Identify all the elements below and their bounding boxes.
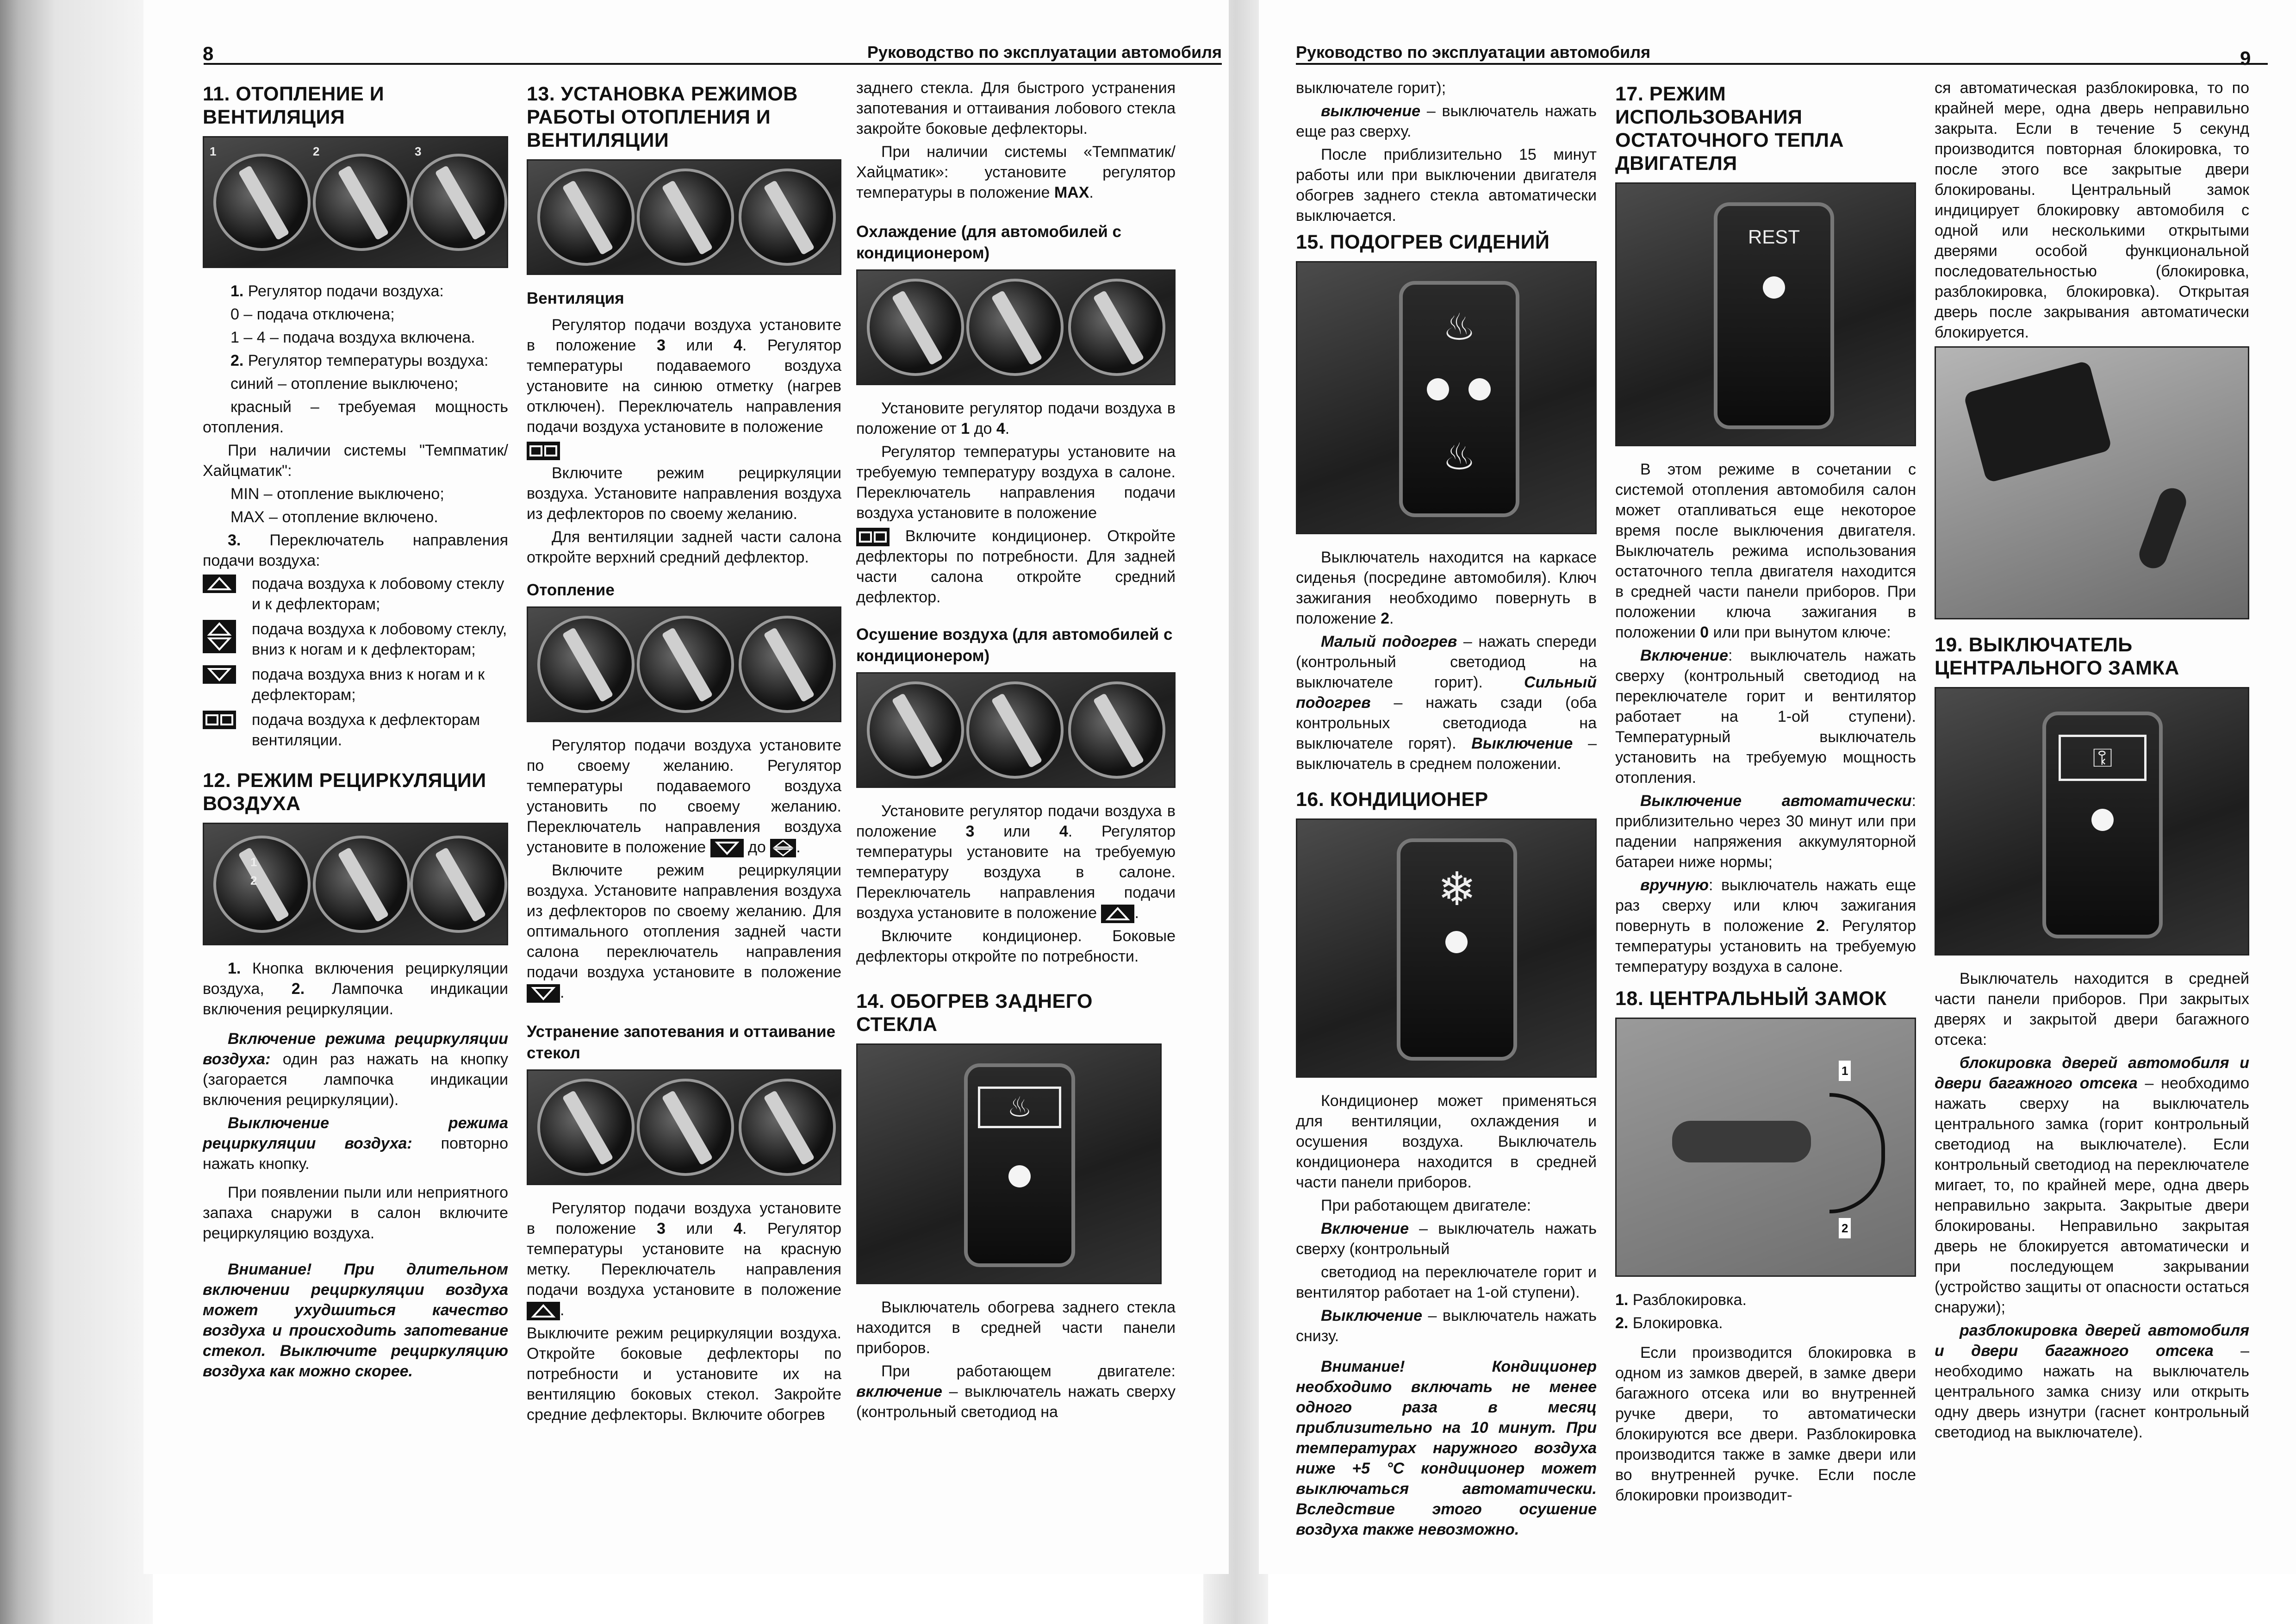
emphasis-label: включение bbox=[856, 1383, 942, 1401]
value: 3 bbox=[656, 1220, 666, 1238]
paragraph: повторно нажать кнопку. bbox=[203, 1135, 508, 1173]
paragraph: Выключатель находится в средней части панели приборов. При закрытых дверях и закрытой двери багажного отсека: bbox=[1935, 970, 2249, 1049]
paragraph: . Регулятор температуры подаваемого воздуха установите на синюю отметку (нагрев отключен). Переключатель направления подачи воздуха установите в положение bbox=[527, 337, 842, 436]
value: 3 bbox=[965, 823, 975, 841]
paragraph: При наличии системы «Темпматик/ Хайцматик»: установите регулятор температуры в положение bbox=[856, 143, 1176, 201]
paragraph: В этом режиме в сочетании с системой отопления автомобиля салон может отапливаться еще некоторое время после выключения двигателя. Выключатель режима использования остаточного тепла двигателя находится в средней части панели приборов. При положении ключа зажигания в положении bbox=[1615, 461, 1916, 641]
legend-item bbox=[203, 574, 508, 614]
paragraph: один раз нажать на кнопку (загорается лампочка индикации включения рециркуляции). bbox=[203, 1050, 508, 1109]
column-3: заднего стекла. Для быстрого устранения запотевания и оттаивания лобового стекла закройте боковые дефлекторы. При наличии системы «Темпматик/ Хайцматик»: установите регулятор температуры в положение MAX. Охлаждение (для автомобилей с кондиционером) Установите регулятор подачи воздуха в положение от 1 до 4. Регулятор температуры установите на требуемую температуру воздуха в салоне. Переключатель направления подачи воздуха установите в положение Включите кондиционер. Откройте дефлекторы по потребности. Для задней части салона откройте средний дефлектор. Осушение воздуха (для автомобилей с кондиционером) Установите регулятор подачи воздуха в положение 3 или 4. Регулятор температуры установите на требуемую температуру воздуха в салоне. Переключатель направления подачи воздуха установите в положение . Включите кондиционер. Боковые дефлекторы откройте по потребности. 14. ОБОГРЕВ ЗАДНЕГО СТЕКЛА ♨ Выключатель обогрева заднего стекла находится в средней части панели приборов. При работающем двигателе: включение – выключатель нажать сверху (контрольный светодиод на bbox=[856, 78, 1176, 1425]
paragraph: – выключатель нажать еще раз сверху. bbox=[1296, 102, 1597, 140]
section-13-title: 13. УСТАНОВКА РЕЖИМОВ РАБОТЫ ОТОПЛЕНИЯ И ВЕНТИЛЯЦИИ bbox=[527, 83, 798, 151]
paragraph: Установите регулятор подачи воздуха в положение от bbox=[856, 400, 1176, 437]
snowflake-icon: ❄ bbox=[1437, 863, 1476, 915]
page-number-left: 8 bbox=[203, 43, 214, 64]
rear-defrost-switch-photo bbox=[856, 1043, 1162, 1284]
paragraph: Если производится блокировка в одном из замков дверей, в замке двери багажного отсека или во внутренней ручке двери, то автоматически блокируются все двери. Разблокировка производится также в замке двери или во внутренней ручке. Если после блокировки производит- bbox=[1615, 1344, 1916, 1504]
paragraph: – выключатель в среднем положении. bbox=[1296, 735, 1597, 773]
emphasis-label: вручную bbox=[1640, 876, 1709, 894]
caption-text: Разблокировка. bbox=[1628, 1291, 1747, 1309]
section-19-title: 19. ВЫКЛЮЧАТЕЛЬ ЦЕНТРАЛЬНОГО ЗАМКА bbox=[1935, 634, 2179, 679]
residual-heat-switch-photo bbox=[1615, 182, 1916, 446]
section-16-title: 16. КОНДИЦИОНЕР bbox=[1296, 788, 1488, 811]
deflector-icon bbox=[856, 528, 890, 546]
legend-text: подача воздуха к дефлекторам вентиляции. bbox=[252, 711, 480, 749]
column-6 bbox=[1935, 78, 2249, 1445]
paragraph: Выключите режим рециркуляции воздуха. Откройте боковые дефлекторы по потребности и установите их на вентиляцию боковых стекол. Закройте средние дефлекторы. Включите обогрев bbox=[527, 1324, 841, 1424]
paragraph: или при вынутом ключе: bbox=[1709, 624, 1891, 641]
item-number: 1. bbox=[228, 960, 241, 977]
item-number: 3. bbox=[228, 531, 241, 549]
item-text: Регулятор температуры воздуха: bbox=[243, 352, 489, 369]
item-number: 2. bbox=[1615, 1314, 1629, 1332]
climate-panel-photo-2 bbox=[527, 159, 841, 275]
column-2: 13. УСТАНОВКА РЕЖИМОВ РАБОТЫ ОТОПЛЕНИЯ И ВЕНТИЛЯЦИИ Вентиляция Регулятор подачи воздуха установите в положение 3 или 4. Регулятор температуры подаваемого воздуха установите на синюю отметку (нагрев отключен). Переключатель направления подачи воздуха установите в положение Включите режим рециркуляции воздуха. Установите направления воздуха из дефлекторов по своему желанию. Для вентиляции задней части салона откройте верхний средний дефлектор. Отопление Регулятор подачи воздуха установите по своему желанию. Регулятор температуры подаваемого воздуха установить по своему желанию. Переключатель направления воздуха установите в положение до . Включите режим рециркуляции воздуха. Установите направления воздуха из дефлекторов по своему желанию. Для оптимального отопления задней части салона переключатель направления подачи воздуха установите в положение . Устранение запотевания и оттаивание стекол Регулятор подачи воздуха установите в положение 3 или 4. Регулятор температуры установите на красную метку. Переключатель направления подачи воздуха установите в положение . Выключите режим рециркуляции воздуха. Откройте боковые дефлекторы по потребности и установите их на вентиляцию боковых стекол. Закройте средние дефлекторы. Включите обогрев bbox=[527, 78, 841, 1428]
photo-label-2: 2 bbox=[250, 874, 257, 887]
paragraph: : выключатель нажать сверху (контрольный светодиод на переключателе горит и вентилятор работает на 1-ой ступени). Температурный выключатель установить на требуемую мощность отопления. bbox=[1615, 647, 1916, 787]
paragraph: При появлении пыли или неприятного запаха снаружи в салон включите рециркуляцию воздуха. bbox=[203, 1184, 508, 1242]
page-9 bbox=[1259, 0, 2296, 1574]
emphasis-label: выключение bbox=[1321, 102, 1421, 120]
ventilation-heading: Вентиляция bbox=[527, 289, 624, 307]
deflector-icon bbox=[203, 711, 236, 729]
value: 2 bbox=[1381, 610, 1390, 627]
section-14-title: 14. ОБОГРЕВ ЗАДНЕГО СТЕКЛА bbox=[856, 990, 1093, 1036]
legend-item bbox=[203, 664, 508, 705]
warning-text: Кондиционер необходимо включать не менее одного раза в месяц приблизительно на 10 минут. При температурах наружного воздуха ниже +5 °С кондиционер может выключаться автоматически. Вследствие этого осушение воздуха также невозможно. bbox=[1296, 1358, 1597, 1538]
paragraph: При работающем двигателе: bbox=[881, 1362, 1176, 1380]
windshield-icon bbox=[203, 575, 236, 593]
emphasis-label: Выключение bbox=[1471, 735, 1573, 752]
value: 2 bbox=[1816, 917, 1825, 935]
paragraph: При наличии системы "Темпматик/ Хайцматик": bbox=[203, 442, 508, 480]
item-text: красный – требуемая мощность отопления. bbox=[203, 398, 508, 436]
page-8 bbox=[143, 0, 1229, 1574]
paragraph: – выключатель нажать сверху (контрольный светодиод на bbox=[856, 1383, 1176, 1421]
emphasis-label: Выключение режима рециркуляции воздуха: bbox=[203, 1114, 508, 1152]
section-17-title: 17. РЕЖИМ ИСПОЛЬЗОВАНИЯ ОСТАТОЧНОГО ТЕПЛА ДВИГАТЕЛЯ bbox=[1615, 83, 1844, 175]
value: 3 bbox=[656, 337, 666, 354]
paragraph: Установите регулятор подачи воздуха в положение bbox=[856, 802, 1176, 841]
defog-heading: Устранение запотевания и оттаивание стекол bbox=[527, 1023, 836, 1062]
drying-heading: Осушение воздуха (для автомобилей с кондиционером) bbox=[856, 625, 1173, 665]
paragraph: : приблизительно через 30 минут или при падении напряжения аккумуляторной батареи ниже нормы; bbox=[1615, 792, 1916, 871]
photo-label-1: 1 bbox=[1839, 1061, 1851, 1081]
item-text: 1 – 4 – подача воздуха включена. bbox=[230, 329, 475, 346]
running-title-right: Руководство по эксплуатации автомобиля bbox=[1296, 43, 2268, 65]
emphasis-label: блокировка дверей автомобиля и двери багажного отсека bbox=[1935, 1054, 2249, 1092]
paragraph: Включите кондиционер. Откройте дефлекторы по потребности. Для задней части салона откройте средний дефлектор. bbox=[856, 527, 1176, 606]
paragraph: или bbox=[665, 337, 734, 354]
deflector-icon bbox=[527, 442, 560, 460]
windshield-feet-icon bbox=[770, 839, 796, 857]
legend-text: подача воздуха вниз к ногам и к дефлекторам; bbox=[252, 666, 485, 704]
caption-text: Кнопка включения рециркуляции воздуха, bbox=[203, 960, 508, 998]
warning-label: Внимание! bbox=[228, 1261, 312, 1278]
windshield-icon bbox=[527, 1302, 560, 1320]
value: 4 bbox=[1059, 823, 1068, 841]
paragraph: Выключатель находится на каркасе сиденья (посредине автомобиля). Ключ зажигания необходимо повернуть в положение bbox=[1296, 549, 1597, 627]
paragraph: до bbox=[970, 420, 996, 437]
photo-label-2: 2 bbox=[313, 144, 320, 158]
paragraph: Включите кондиционер. Боковые дефлекторы откройте по потребности. bbox=[856, 927, 1176, 966]
paragraph: – нажать спереди (контрольный светодиод на выключателе горит). bbox=[1296, 633, 1597, 691]
paragraph: После приблизительно 15 минут работы или при выключении двигателя обогрев заднего стекла автоматически выключается. bbox=[1296, 146, 1597, 225]
paragraph: Регулятор подачи воздуха установите в положение bbox=[527, 316, 841, 354]
rest-label: REST bbox=[1748, 226, 1800, 248]
paragraph: до bbox=[743, 838, 771, 856]
section-11-title: 11. ОТОПЛЕНИЕ И ВЕНТИЛЯЦИЯ bbox=[203, 83, 385, 128]
value: 4 bbox=[734, 337, 742, 354]
windshield-icon bbox=[1101, 905, 1134, 923]
column-5 bbox=[1615, 78, 1916, 1508]
paragraph: Кондиционер может применяться для вентиляции, охлаждения и осушения воздуха. Выключатель кондиционера находится в средней части панели приборов. bbox=[1296, 1092, 1597, 1191]
page-number-right: 9 bbox=[2240, 47, 2251, 69]
windshield-feet-icon bbox=[203, 620, 236, 653]
paragraph: – необходимо нажать сверху на выключатель центрального замка (горит контрольный светодиод на выключателе). Если контрольный светодиод на переключателе мигает, то, по крайней мере, одна дверь неправильно закрыта. Закрытые двери блокированы. Неправильно закрытая дверь не блокируется автоматически и при последующем закрывании (устройство защиты от опасности остаться снаружи); bbox=[1935, 1074, 2249, 1316]
seat-heat-low-icon: ♨ bbox=[1443, 306, 1476, 348]
item-number: 2. bbox=[291, 980, 305, 998]
emphasis-label: Малый подогрев bbox=[1321, 633, 1457, 650]
paragraph: или bbox=[665, 1220, 734, 1238]
paragraph: Регулятор температуры установите на требуемую температуру воздуха в салоне. Переключатель направления подачи воздуха установите в положение bbox=[856, 443, 1176, 522]
paragraph: – нажать сзади (оба контрольных светодиода на выключателе горят). bbox=[1296, 694, 1597, 752]
item-text: MAX – отопление включено. bbox=[230, 508, 438, 526]
photo-label-1: 1 bbox=[250, 855, 257, 869]
column-4: выключателе горит); выключение – выключатель нажать еще раз сверху. После приблизительно 15 минут работы или при выключении двигателя обогрев заднего стекла автоматически выключается. 15. ПОДОГРЕВ СИДЕНИЙ ♨ ♨ Выключатель находится на каркасе сиденья (посредине автомобиля). Ключ зажигания необходимо повернуть в положение 2. Малый подогрев – нажать спереди (контрольный светодиод на выключателе горит). Сильный подогрев – нажать сзади (оба контрольных светодиода на выключателе горят). Выключение – выключатель в среднем положении. 16. КОНДИЦИОНЕР ❄ Кондиционер может применяться для вентиляции, охлаждения и осушения воздуха. Выключатель кондиционера находится в средней части панели приборов. При работающем двигателе: Включение – выключатель нажать сверху (контрольный светодиод на переключателе горит и вентилятор работает на 1-ой ступени). Выключение – выключатель нажать снизу. Внимание! Кондиционер необходимо включать не менее одного раза в месяц приблизительно на 10 минут. При температурах наружного воздуха ниже +5 °С кондиционер может выключаться автоматически. Вследствие этого осушение воздуха также невозможно. bbox=[1296, 78, 1597, 1543]
photo-label-3: 3 bbox=[415, 144, 422, 158]
tailgate-lock-photo bbox=[1935, 346, 2249, 619]
paragraph: . Регулятор температуры установите на красную метку. Переключатель направления подачи воздуха установите в положение bbox=[527, 1220, 842, 1299]
paragraph: – выключатель нажать снизу. bbox=[1296, 1307, 1597, 1345]
rear-defrost-icon: ♨ bbox=[978, 1087, 1061, 1128]
emphasis-label: Включение bbox=[1640, 647, 1728, 664]
paragraph: ся автоматическая разблокировка, то по крайней мере, одна дверь неправильно закрыта. Если в течение 5 секунд производится повторная блокировка, то после этого все закрытые двери блокированы. Центральный замок индицирует блокировку автомобиля с одной или несколькими открытыми дверями особой функциональной последовательностью (блокировка, разблокировка, блокировка). Открытая дверь после закрывания автоматически блокируется. bbox=[1935, 79, 2249, 341]
paragraph: : выключатель нажать еще раз сверху или ключ зажигания повернуть в положение bbox=[1615, 876, 1916, 935]
legend-item bbox=[203, 619, 508, 660]
paragraph: . Регулятор температуры установить на требуемую температуру воздуха в салоне. bbox=[1615, 917, 1916, 975]
paragraph: Регулятор подачи воздуха установите по своему желанию. Регулятор температуры подаваемого воздуха установить по своему желанию. Переключатель направления воздуха установите в положение bbox=[527, 737, 841, 856]
emphasis-label: Включение режима рециркуляции воздуха: bbox=[203, 1030, 508, 1068]
section-18-title: 18. ЦЕНТРАЛЬНЫЙ ЗАМОК bbox=[1615, 987, 1887, 1010]
feet-icon bbox=[527, 984, 560, 1003]
legend-text: подача воздуха к лобовому стеклу и к дефлекторам; bbox=[252, 575, 504, 613]
emphasis-label: разблокировка дверей автомобиля и двери багажного отсека bbox=[1935, 1322, 2249, 1360]
paragraph: Включите режим рециркуляции воздуха. Установите направления воздуха из дефлекторов по своему желанию. bbox=[527, 464, 841, 523]
section-15-title: 15. ПОДОГРЕВ СИДЕНИЙ bbox=[1296, 231, 1550, 253]
item-number: 2. bbox=[230, 352, 244, 369]
value: MAX bbox=[1054, 184, 1089, 201]
value: 0 bbox=[1700, 624, 1709, 641]
emphasis-label: Выключение автоматически bbox=[1640, 792, 1912, 810]
door-handle-photo bbox=[1615, 1018, 1916, 1277]
photo-label-1: 1 bbox=[210, 144, 217, 158]
item-number: 1. bbox=[1615, 1291, 1629, 1309]
recirculation-panel-photo bbox=[203, 823, 508, 945]
paragraph: заднего стекла. Для быстрого устранения запотевания и оттаивания лобового стекла закройте боковые дефлекторы. bbox=[856, 79, 1176, 137]
seat-heat-high-icon: ♨ bbox=[1443, 436, 1476, 477]
paragraph: При работающем двигателе: bbox=[1321, 1197, 1531, 1214]
air-conditioner-switch-photo bbox=[1296, 818, 1597, 1078]
item-number: 1. bbox=[230, 282, 244, 300]
item-text: 0 – подача отключена; bbox=[230, 306, 395, 323]
feet-icon bbox=[710, 839, 744, 857]
door-lock-icon: ⚿ bbox=[2059, 735, 2147, 781]
warning-text: При длительном включении рециркуляции воздуха может ухудшиться качество воздуха и происходить запотевание стекол. Выключите рециркуляцию воздуха как можно скорее. bbox=[203, 1261, 508, 1380]
emphasis-label: Включение bbox=[1321, 1220, 1409, 1237]
drying-panel-photo bbox=[856, 672, 1176, 788]
caption-text: Блокировка. bbox=[1628, 1314, 1723, 1332]
item-text: синий – отопление выключено; bbox=[230, 375, 459, 393]
paragraph: – необходимо нажать на выключатель центрального замка снизу или открыть одну дверь изнутри (гаснет контрольный светодиод на выключателе). bbox=[1935, 1342, 2249, 1441]
photo-label-2: 2 bbox=[1839, 1218, 1851, 1238]
section-12-title: 12. РЕЖИМ РЕЦИРКУЛЯЦИИ ВОЗДУХА bbox=[203, 769, 486, 815]
paragraph: – выключатель нажать сверху (контрольный bbox=[1296, 1220, 1597, 1258]
central-lock-switch-photo bbox=[1935, 687, 2249, 956]
paragraph: или bbox=[974, 823, 1059, 841]
legend-item bbox=[203, 710, 508, 750]
value: 4 bbox=[734, 1220, 742, 1238]
heating-panel-photo bbox=[527, 606, 841, 722]
heating-heading: Отопление bbox=[527, 581, 615, 600]
item-text: Переключатель направления подачи воздуха: bbox=[203, 531, 508, 569]
column-1 bbox=[203, 78, 508, 1384]
defog-panel-photo bbox=[527, 1069, 841, 1185]
warning-label: Внимание! bbox=[1321, 1358, 1405, 1375]
running-title-left: Руководство по эксплуатации автомобиля bbox=[204, 43, 1222, 65]
item-text: Регулятор подачи воздуха: bbox=[243, 282, 444, 300]
caption-text: Лампочка индикации включения рециркуляции. bbox=[203, 980, 509, 1018]
cooling-heading: Охлаждение (для автомобилей с кондиционером) bbox=[856, 223, 1121, 262]
paragraph: Для вентиляции задней части салона откройте верхний средний дефлектор. bbox=[527, 528, 841, 567]
value: 4 bbox=[996, 420, 1005, 437]
paragraph: выключателе горит); bbox=[1296, 79, 1446, 97]
paragraph: светодиод на переключателе горит и вентилятор работает на 1-ой ступени). bbox=[1296, 1263, 1597, 1301]
paragraph: . Регулятор температуры установите на требуемую температуру воздуха в салоне. Переключатель направления подачи воздуха установите в положение bbox=[856, 823, 1176, 922]
feet-icon bbox=[203, 665, 236, 684]
emphasis-label: Выключение bbox=[1321, 1307, 1423, 1324]
emphasis-label: Сильный подогрев bbox=[1296, 674, 1597, 712]
legend-text: подача воздуха к лобовому стеклу, вниз к ногам и к дефлекторам; bbox=[252, 620, 507, 658]
seat-heating-switch-photo bbox=[1296, 261, 1597, 534]
climate-panel-photo-1 bbox=[203, 136, 508, 268]
paragraph: Выключатель обогрева заднего стекла находится в средней части панели приборов. bbox=[856, 1299, 1176, 1357]
value: 1 bbox=[961, 420, 970, 437]
paragraph: Включите режим рециркуляции воздуха. Установите направления воздуха из дефлекторов по своему желанию. Для оптимального отопления задней части салона переключатель направления подачи воздуха установите в положение bbox=[527, 862, 841, 981]
cooling-panel-photo bbox=[856, 269, 1176, 385]
paragraph: Регулятор подачи воздуха установите в положение bbox=[527, 1199, 841, 1238]
item-text: MIN – отопление выключено; bbox=[230, 485, 444, 503]
page-shadow-left bbox=[0, 0, 153, 1624]
